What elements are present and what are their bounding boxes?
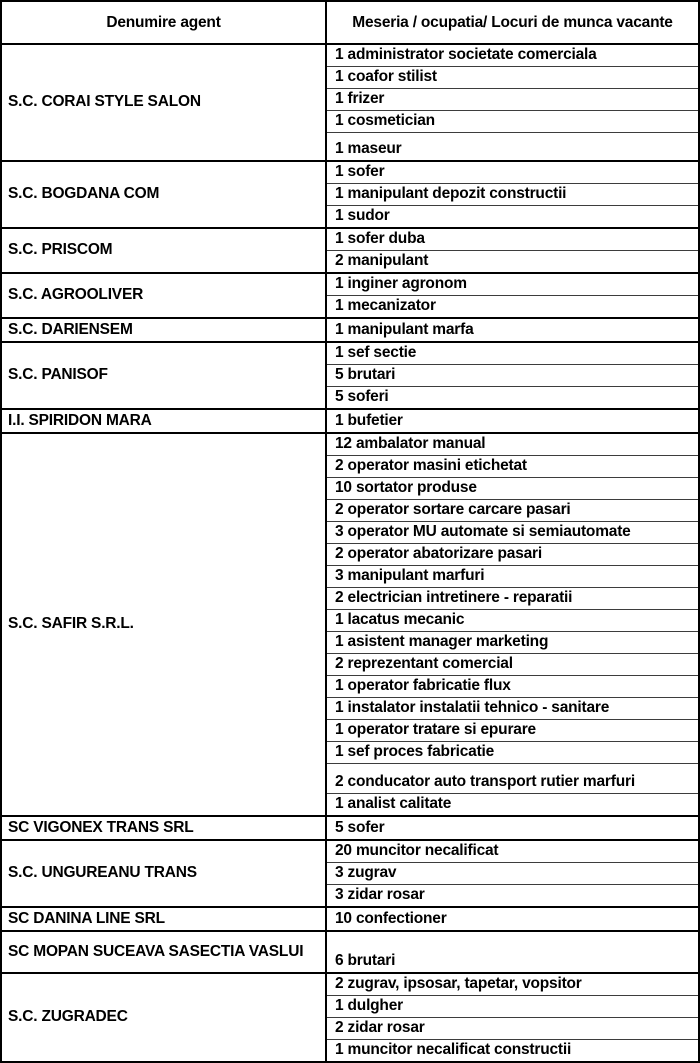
job-vacancy-cell: 3 zugrav bbox=[326, 862, 699, 884]
job-vacancy-cell: 2 reprezentant comercial bbox=[326, 653, 699, 675]
agent-name-cell: SC DANINA LINE SRL bbox=[1, 907, 326, 931]
table-row bbox=[1, 433, 699, 456]
job-vacancy-cell: 2 conducator auto transport rutier marfuri bbox=[326, 763, 699, 793]
job-vacancy-cell: 1 sofer duba bbox=[326, 228, 699, 251]
table-row bbox=[1, 342, 699, 365]
job-vacancy-cell: 5 brutari bbox=[326, 364, 699, 386]
vacancy-table-body bbox=[1, 44, 699, 1062]
job-vacancy-cell: 1 muncitor necalificat constructii bbox=[326, 1039, 699, 1062]
job-vacancy-cell: 1 maseur bbox=[326, 133, 699, 161]
agent-name-cell: SC MOPAN SUCEAVA SASECTIA VASLUI bbox=[1, 931, 326, 973]
vacancy-table-header bbox=[1, 1, 699, 44]
agent-name-cell: S.C. ZUGRADEC bbox=[1, 973, 326, 1062]
table-row bbox=[1, 228, 699, 251]
job-vacancy-cell: 5 sofer bbox=[326, 816, 699, 840]
job-vacancy-cell: 1 operator fabricatie flux bbox=[326, 675, 699, 697]
agent-name-cell: S.C. PANISOF bbox=[1, 342, 326, 409]
column-header-agent: Denumire agent bbox=[1, 1, 326, 44]
job-vacancy-cell: 2 manipulant bbox=[326, 250, 699, 273]
agent-name-cell: S.C. DARIENSEM bbox=[1, 318, 326, 342]
job-vacancy-cell: 1 frizer bbox=[326, 89, 699, 111]
job-vacancy-cell: 3 zidar rosar bbox=[326, 884, 699, 907]
job-vacancy-cell: 1 manipulant marfa bbox=[326, 318, 699, 342]
table-row bbox=[1, 409, 699, 433]
job-vacancy-cell: 1 mecanizator bbox=[326, 295, 699, 318]
table-row bbox=[1, 907, 699, 931]
agent-name-cell: S.C. PRISCOM bbox=[1, 228, 326, 273]
agent-name-cell: S.C. AGROOLIVER bbox=[1, 273, 326, 318]
job-vacancy-cell: 1 instalator instalatii tehnico - sanitare bbox=[326, 697, 699, 719]
job-vacancy-cell: 2 zugrav, ipsosar, tapetar, vopsitor bbox=[326, 973, 699, 996]
table-row bbox=[1, 840, 699, 863]
job-vacancy-cell: 2 zidar rosar bbox=[326, 1017, 699, 1039]
job-vacancy-cell: 1 sofer bbox=[326, 161, 699, 184]
job-vacancy-cell: 2 operator masini etichetat bbox=[326, 455, 699, 477]
job-vacancy-cell: 1 sudor bbox=[326, 205, 699, 228]
job-vacancy-cell: 10 sortator produse bbox=[326, 477, 699, 499]
job-vacancy-cell: 1 lacatus mecanic bbox=[326, 609, 699, 631]
job-vacancy-cell: 1 manipulant depozit constructii bbox=[326, 183, 699, 205]
agent-name-cell: S.C. BOGDANA COM bbox=[1, 161, 326, 228]
header-row bbox=[1, 1, 699, 44]
job-vacancy-cell: 5 soferi bbox=[326, 386, 699, 409]
job-vacancy-cell: 10 confectioner bbox=[326, 907, 699, 931]
agent-name-cell: SC VIGONEX TRANS SRL bbox=[1, 816, 326, 840]
job-vacancy-cell: 12 ambalator manual bbox=[326, 433, 699, 456]
agent-name-cell: I.I. SPIRIDON MARA bbox=[1, 409, 326, 433]
agent-name-cell: S.C. CORAI STYLE SALON bbox=[1, 44, 326, 161]
table-row bbox=[1, 161, 699, 184]
job-vacancy-cell: 1 analist calitate bbox=[326, 793, 699, 816]
job-vacancy-cell: 3 manipulant marfuri bbox=[326, 565, 699, 587]
table-row bbox=[1, 816, 699, 840]
job-vacancy-cell: 1 coafor stilist bbox=[326, 67, 699, 89]
job-vacancy-cell: 1 sef proces fabricatie bbox=[326, 741, 699, 763]
table-row bbox=[1, 973, 699, 996]
table-row bbox=[1, 44, 699, 67]
job-vacancy-cell: 1 bufetier bbox=[326, 409, 699, 433]
job-vacancy-cell: 2 operator sortare carcare pasari bbox=[326, 499, 699, 521]
job-vacancy-cell: 1 sef sectie bbox=[326, 342, 699, 365]
job-vacancy-cell: 20 muncitor necalificat bbox=[326, 840, 699, 863]
job-vacancy-cell: 1 inginer agronom bbox=[326, 273, 699, 296]
job-vacancy-cell: 1 administrator societate comerciala bbox=[326, 44, 699, 67]
table-row bbox=[1, 273, 699, 296]
job-vacancy-cell: 1 asistent manager marketing bbox=[326, 631, 699, 653]
job-vacancy-cell: 1 cosmetician bbox=[326, 111, 699, 133]
column-header-jobs: Meseria / ocupatia/ Locuri de munca vacante bbox=[326, 1, 699, 44]
job-vacancy-cell: 2 electrician intretinere - reparatii bbox=[326, 587, 699, 609]
job-vacancy-cell: 3 operator MU automate si semiautomate bbox=[326, 521, 699, 543]
job-vacancy-cell: 2 operator abatorizare pasari bbox=[326, 543, 699, 565]
job-vacancy-cell: 1 operator tratare si epurare bbox=[326, 719, 699, 741]
agent-name-cell: S.C. UNGUREANU TRANS bbox=[1, 840, 326, 907]
agent-name-cell: S.C. SAFIR S.R.L. bbox=[1, 433, 326, 816]
table-row bbox=[1, 931, 699, 973]
table-row bbox=[1, 318, 699, 342]
job-vacancy-cell: 6 brutari bbox=[326, 931, 699, 973]
job-vacancy-cell: 1 dulgher bbox=[326, 995, 699, 1017]
